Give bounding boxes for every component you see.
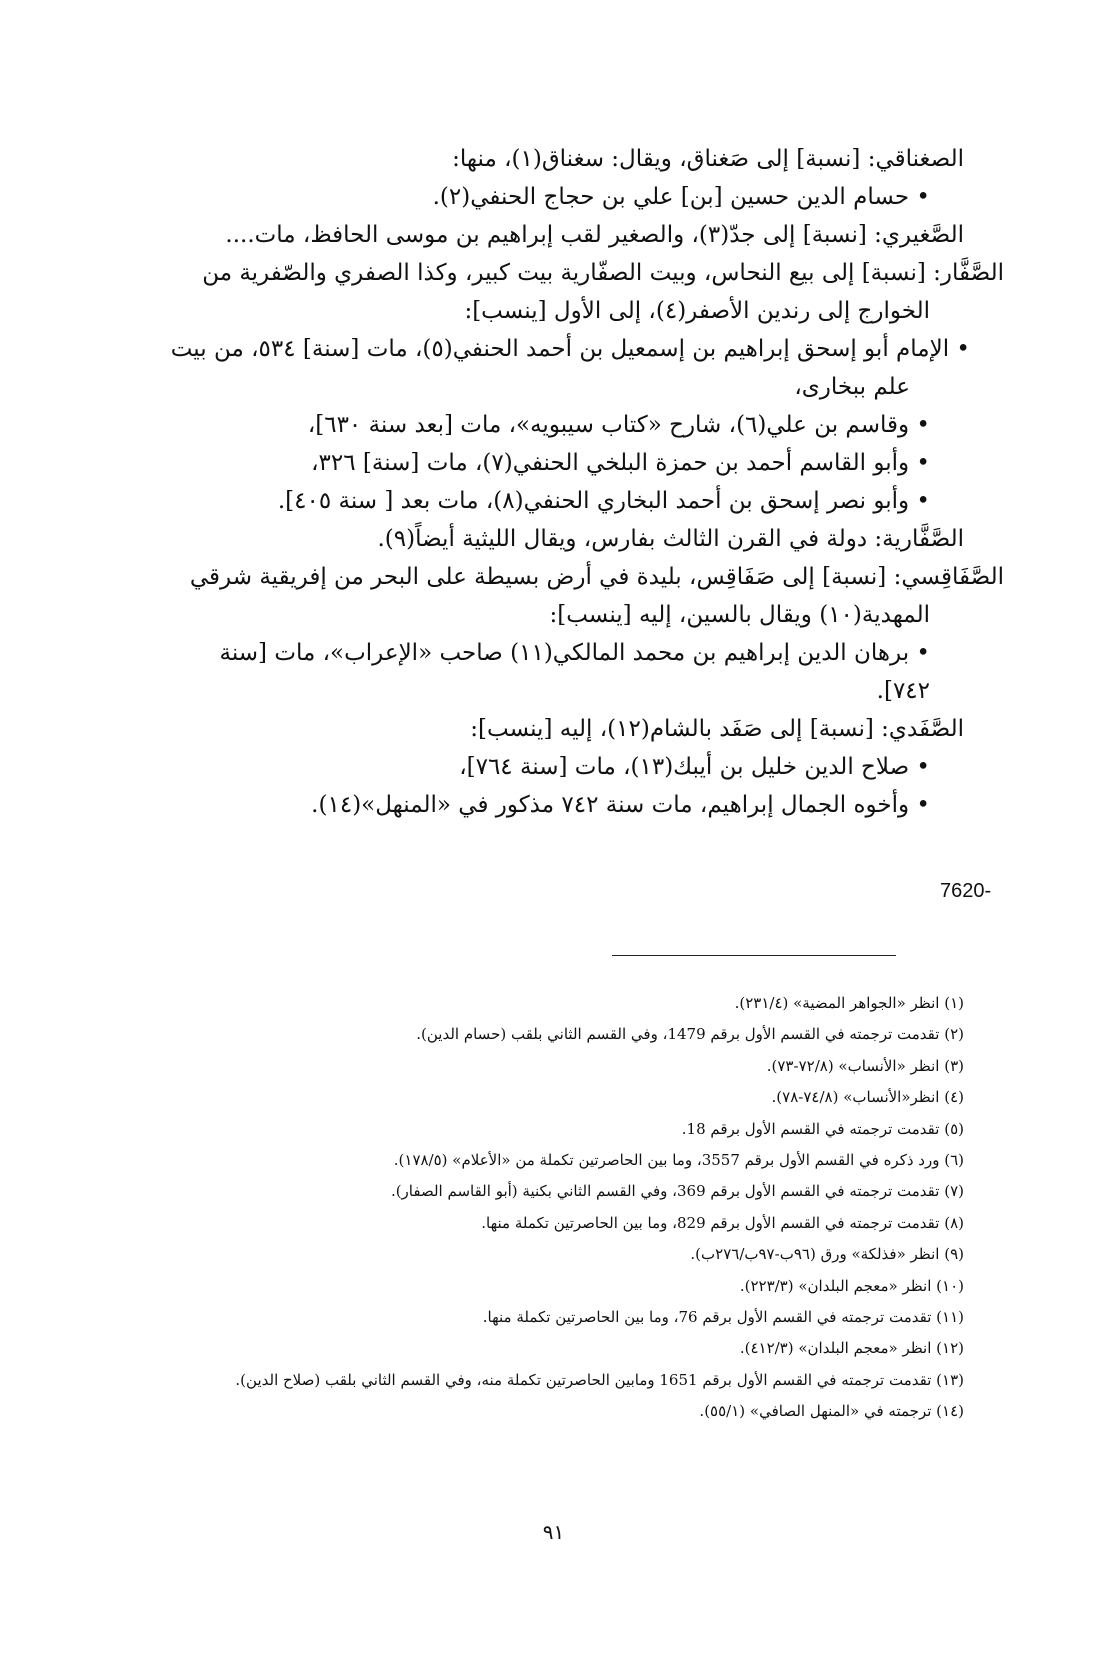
entry-line: الصَّفَاقِسي: [نسبة] إلى صَفَاقِس، بليدة في أرض بسيطة على البحر من إفريقية شرقي — [189, 564, 1004, 590]
page-number: ٩١ — [542, 1520, 565, 1544]
bullet-continuation: علم ببخارى، — [794, 374, 910, 400]
entry-line: الصَّفَدي: [نسبة] إلى صَفَد بالشام(١٢)، إليه [ينسب]: — [470, 716, 964, 742]
footnote: (٣) انظر «الأنساب» (٧٢/٨-٧٣). — [766, 1056, 964, 1075]
entry-line: الصَّغيري: [نسبة] إلى جدّ(٣)، والصغير لقب إبراهيم بن موسى الحافظ، مات.... — [225, 222, 964, 248]
footnote: (١) انظر «الجواهر المضية» (٢٣١/٤). — [734, 994, 964, 1012]
marginal-entry-number: 7620- — [940, 880, 992, 902]
bullet-line: • الإمام أبو إسحق إبراهيم بن إسمعيل بن أحمد الحنفي(٥)، مات [سنة] ٥٣٤، من بيت — [170, 336, 970, 362]
footnote: (٢) تقدمت ترجمته في القسم الأول برقم 1479، وفي القسم الثاني بلقب (حسام الدين). — [416, 1025, 964, 1044]
entry-continuation: الخوارج إلى رندين الأصفر(٤)، إلى الأول [ينسب]: — [464, 298, 930, 324]
bullet-line: • صلاح الدين خليل بن أيبك(١٣)، مات [سنة ٧٦٤]، — [459, 754, 930, 780]
bullet-line: • برهان الدين إبراهيم بن محمد المالكي(١١) صاحب «الإعراب»، مات [سنة ٧٤٢]. — [219, 640, 930, 704]
bullet-line: • وأبو القاسم أحمد بن حمزة البلخي الحنفي(٧)، مات [سنة] ٣٢٦، — [311, 450, 930, 476]
footnote: (١٤) ترجمته في «المنهل الصافي» (٥٥/١). — [699, 1402, 964, 1421]
entry-continuation: المهدية(١٠) ويقال بالسين، إليه [ينسب]: — [549, 602, 930, 628]
entry-line: الصَّفَّار: [نسبة] إلى بيع النحاس، وبيت الصفّارية بيت كبير، وكذا الصفري والصّفرية من — [202, 260, 1004, 286]
bullet-line: • وأخوه الجمال إبراهيم، مات سنة ٧٤٢ مذكور في «المنهل»(١٤). — [311, 792, 930, 818]
entry-line: الصغناقي: [نسبة] إلى صَغناق، ويقال: سغناق(١)، منها: — [452, 146, 964, 172]
footnotes — [144, 988, 964, 1428]
entry-line: الصَّفَّارية: دولة في القرن الثالث بفارس، ويقال الليثية أيضاً(٩). — [377, 526, 964, 552]
bullet-line: • وقاسم بن علي(٦)، شارح «كتاب سيبويه»، مات [بعد سنة ٦٣٠]، — [307, 412, 930, 438]
footnote: (١٠) انظر «معجم البلدان» (٢٢٣/٣). — [739, 1276, 964, 1295]
footnote: (٩) انظر «فذلكة» ورق (٩٦ب-٩٧ب/٢٧٦ب). — [690, 1245, 964, 1264]
bullet-line: • وأبو نصر إسحق بن أحمد البخاري الحنفي(٨)، مات بعد [ سنة ٤٠٥]. — [277, 488, 930, 514]
footnote: (٧) تقدمت ترجمته في القسم الأول برقم 369، وفي القسم الثاني بكنية (أبو القاسم الصفار). — [390, 1182, 964, 1201]
footnote: (٦) ورد ذكره في القسم الأول برقم 3557، وما بين الحاصرتين تكملة من «الأعلام» (١٧٨/٥). — [393, 1151, 964, 1170]
footnote: (١١) تقدمت ترجمته في القسم الأول برقم 76، وما بين الحاصرتين تكملة منها. — [482, 1308, 964, 1327]
footnote: (١٣) تقدمت ترجمته في القسم الأول برقم 1651 ومابين الحاصرتين تكملة منه، وفي القسم الثاني بلقب (صلاح الدين). — [235, 1370, 964, 1389]
footnote: (٨) تقدمت ترجمته في القسم الأول برقم 829، وما بين الحاصرتين تكملة منها. — [481, 1213, 964, 1232]
footnote: (١٢) انظر «معجم البلدان» (٤١٢/٣). — [739, 1339, 964, 1358]
footnote: (٥) تقدمت ترجمته في القسم الأول برقم 18. — [681, 1119, 964, 1138]
footnote: (٤) انظر«الأنساب» (٧٤/٨-٧٨). — [771, 1088, 964, 1107]
main-text — [164, 140, 1004, 824]
footnote-separator — [612, 955, 896, 956]
bullet-line: • حسام الدين حسين [بن] علي بن حجاج الحنفي(٢). — [432, 184, 930, 210]
